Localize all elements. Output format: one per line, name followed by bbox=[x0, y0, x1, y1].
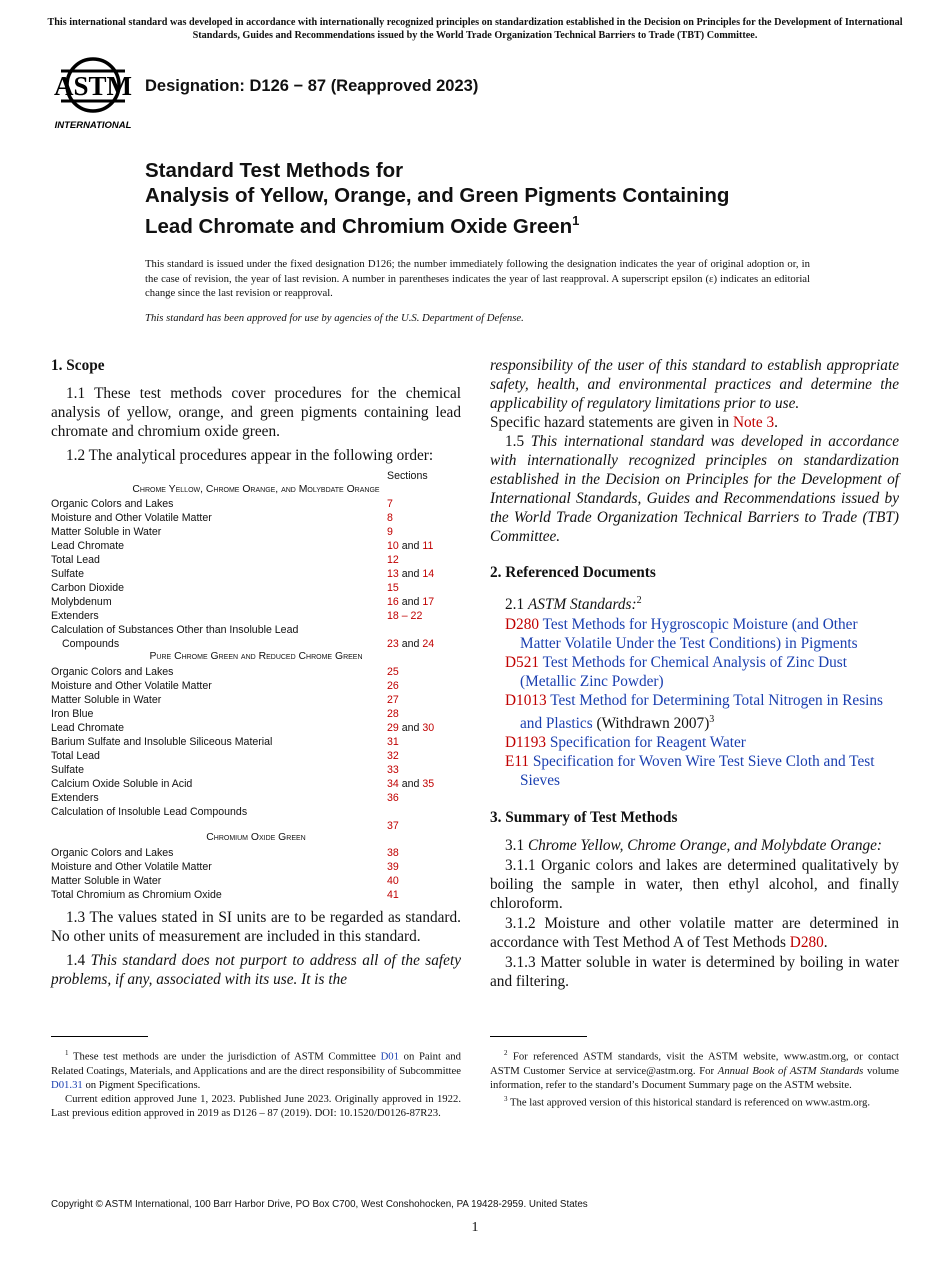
table-row bbox=[51, 805, 461, 819]
row-sections bbox=[387, 525, 393, 539]
row-sections bbox=[387, 609, 422, 623]
row-sections bbox=[387, 581, 399, 595]
section-link[interactable]: 15 bbox=[387, 582, 399, 594]
group-heading-chromium-oxide: Chromium Oxide Green bbox=[206, 832, 306, 843]
section-link[interactable]: 9 bbox=[387, 526, 393, 538]
row-label: Moisture and Other Volatile Matter bbox=[51, 512, 212, 524]
section-link[interactable]: 25 bbox=[387, 666, 399, 678]
footnote-rule-right bbox=[490, 1036, 587, 1037]
note-3-link[interactable]: Note 3 bbox=[732, 414, 775, 431]
row-sections bbox=[387, 874, 399, 888]
d280-link[interactable]: D280 bbox=[789, 934, 824, 952]
section-link[interactable]: 13 bbox=[387, 568, 399, 580]
table-row bbox=[51, 721, 461, 735]
row-sections bbox=[387, 693, 399, 707]
section-link[interactable]: 36 bbox=[387, 792, 399, 804]
row-label: Iron Blue bbox=[51, 708, 94, 720]
row-sections bbox=[387, 721, 434, 735]
row-sections bbox=[387, 679, 399, 693]
title-line-2: Analysis of Yellow, Orange, and Green Pigments Containing bbox=[145, 184, 730, 207]
table-row bbox=[51, 609, 461, 623]
row-label: Matter Soluble in Water bbox=[51, 694, 162, 706]
section-link[interactable]: 40 bbox=[387, 875, 399, 887]
section-link[interactable]: 34 bbox=[387, 778, 399, 790]
copyright-notice: Copyright © ASTM International, 100 Barr Harbor Drive, PO Box C700, West Conshohocken, PA 19428-2959. United States bbox=[51, 1199, 588, 1210]
table-row bbox=[51, 763, 461, 777]
table-row bbox=[51, 735, 461, 749]
and-connector: and bbox=[401, 722, 420, 734]
row-label: Organic Colors and Lakes bbox=[51, 498, 174, 510]
reference-title-link[interactable]: Test Methods for Chemical Analysis of Zinc Dust (Metallic Zinc Powder) bbox=[520, 654, 847, 691]
row-label: Molybdenum bbox=[51, 596, 112, 608]
row-label: Calcium Oxide Soluble in Acid bbox=[51, 778, 193, 790]
row-sections bbox=[387, 819, 399, 833]
section-link[interactable]: 23 bbox=[387, 638, 399, 650]
reference-code-link[interactable]: D280 bbox=[505, 616, 539, 634]
and-connector: and bbox=[401, 596, 420, 608]
reference-item bbox=[505, 752, 899, 790]
table-column-header: Sections bbox=[387, 470, 428, 482]
footnote-3: $^3$ The last approved version of this historical standard is referenced on www.astm.org. bbox=[504, 1094, 870, 1109]
section-link[interactable]: 10 bbox=[387, 540, 399, 552]
row-label: Total Chromium as Chromium Oxide bbox=[51, 889, 222, 901]
section-link[interactable]: 37 bbox=[387, 820, 399, 832]
top-notice: This international standard was developed in accordance with internationally recognized principles on standardization established in the Decision on Principles for the Development of International Standards, Guides and Recommendations issued by the World Trade Organization Technical Barriers to Trade (TBT) Committee. bbox=[47, 17, 903, 41]
reference-code-link[interactable]: D1193 bbox=[505, 734, 547, 752]
reference-code-link[interactable]: E11 bbox=[505, 753, 530, 771]
group-heading-chrome-green: Pure Chrome Green and Reduced Chrome Green bbox=[149, 651, 363, 662]
row-label: Organic Colors and Lakes bbox=[51, 847, 174, 859]
left-column-continued bbox=[51, 908, 461, 989]
designation: Designation: D126 − 87 (Reapproved 2023) bbox=[145, 77, 479, 95]
section-link[interactable]: 30 bbox=[422, 722, 435, 734]
row-sections bbox=[387, 567, 434, 581]
para-3-1-1: 3.1.1 Organic colors and lakes are determined qualitatively by boiling the sample in water, then ethyl alcohol, and finally chloroform. bbox=[490, 857, 899, 913]
row-sections bbox=[387, 665, 399, 679]
right-column bbox=[490, 356, 899, 991]
page-number: 1 bbox=[471, 1220, 479, 1235]
row-sections bbox=[387, 735, 399, 749]
and-connector: and bbox=[401, 638, 420, 650]
section-link[interactable]: 33 bbox=[387, 764, 399, 776]
row-sections bbox=[387, 497, 393, 511]
section-link[interactable]: 41 bbox=[387, 889, 399, 901]
row-label: Total Lead bbox=[51, 750, 100, 762]
dod-approval-note: This standard has been approved for use by agencies of the U.S. Department of Defense. bbox=[145, 312, 524, 324]
section-link[interactable]: 11 bbox=[422, 540, 434, 552]
para-1-3: 1.3 The values stated in SI units are to be regarded as standard. No other units of measurement are included in this standard. bbox=[51, 909, 461, 945]
section-link[interactable]: 26 bbox=[387, 680, 399, 692]
and-connector: and bbox=[401, 540, 420, 552]
section-3-heading: 3. Summary of Test Methods bbox=[490, 809, 678, 827]
section-1-heading: 1. Scope bbox=[51, 357, 105, 374]
table-row bbox=[51, 637, 461, 651]
row-label: Lead Chromate bbox=[51, 722, 125, 734]
title-line-3: Lead Chromate and Chromium Oxide Green$^1$ bbox=[145, 213, 580, 238]
para-1-1: 1.1 These test methods cover procedures for the chemical analysis of yellow, orange, and green pigments containing lead chromate and chromium oxide green. bbox=[51, 385, 461, 440]
row-label: Moisture and Other Volatile Matter bbox=[51, 861, 212, 873]
document-title bbox=[145, 158, 845, 239]
row-sections bbox=[387, 860, 399, 874]
row-label: Calculation of Substances Other than Insoluble Lead bbox=[51, 624, 299, 636]
table-row bbox=[51, 623, 461, 637]
row-label: Sulfate bbox=[51, 764, 84, 776]
and-connector: and bbox=[401, 568, 420, 580]
row-sections bbox=[387, 595, 434, 609]
footnote-1-edition: Current edition approved June 1, 2023. Published June 2023. Originally approved in 1922. Last previous edition approved in 2019 as D126 – 87 (2019). DOI: 10.1520/D0126-87R23. bbox=[51, 1092, 461, 1119]
para-2-1: 2.1 ASTM Standards:$^2$ bbox=[505, 595, 642, 614]
row-label: Sulfate bbox=[51, 568, 84, 580]
table-row bbox=[51, 819, 461, 833]
row-sections bbox=[387, 539, 433, 553]
row-sections bbox=[387, 791, 399, 805]
table-row bbox=[51, 874, 461, 888]
section-link[interactable]: 8 bbox=[387, 512, 393, 524]
standard-issuance-note: This standard is issued under the fixed designation D126; the number immediately following the designation indicates the year of original adoption or, in the case of revision, the year of last revision. A number in parentheses indicates the year of last reapproval. A superscript epsilon (ε) indicates an editorial change since the last revision or reapproval. bbox=[145, 258, 810, 299]
section-link[interactable]: 7 bbox=[387, 498, 393, 510]
row-label: Organic Colors and Lakes bbox=[51, 666, 174, 678]
row-label: Total Lead bbox=[51, 554, 100, 566]
table-row bbox=[51, 581, 461, 595]
footnote-2: $^2$ For referenced ASTM standards, visit the ASTM website, www.astm.org, or contact ASTM Customer Service at service@astm.org. For Annual Book of ASTM Standards volume information, refer to the standard’s Document Summary page on the ASTM website. bbox=[490, 1049, 900, 1091]
footnote-mark: 3 bbox=[709, 714, 715, 726]
table-row bbox=[51, 567, 461, 581]
para-1-4-hazard: Specific hazard statements are given in Note 3. bbox=[490, 414, 778, 431]
row-label: Calculation of Insoluble Lead Compounds bbox=[51, 806, 248, 818]
and-connector: and bbox=[401, 778, 420, 790]
table-row bbox=[51, 707, 461, 721]
row-label: Matter Soluble in Water bbox=[51, 526, 162, 538]
row-sections bbox=[387, 511, 393, 525]
table-row bbox=[51, 665, 461, 679]
section-link[interactable]: 12 bbox=[387, 554, 399, 566]
row-label: Moisture and Other Volatile Matter bbox=[51, 680, 212, 692]
table-row bbox=[51, 791, 461, 805]
row-label: Carbon Dioxide bbox=[51, 582, 125, 594]
section-2-heading: 2. Referenced Documents bbox=[490, 564, 656, 581]
section-link[interactable]: 27 bbox=[387, 694, 399, 706]
subcommittee-link[interactable]: D01.31 bbox=[51, 1078, 83, 1091]
table-row bbox=[51, 679, 461, 693]
section-link[interactable]: 14 bbox=[422, 568, 435, 580]
table-row bbox=[51, 749, 461, 763]
section-link[interactable]: 32 bbox=[387, 750, 399, 762]
referenced-documents-list bbox=[490, 615, 899, 790]
para-3-1-3: 3.1.3 Matter soluble in water is determined by boiling in water and filtering. bbox=[490, 954, 899, 991]
row-label: Extenders bbox=[51, 610, 99, 622]
title-footnote-mark: 1 bbox=[572, 213, 580, 228]
table-row bbox=[51, 553, 461, 567]
section-link[interactable]: 39 bbox=[387, 861, 399, 873]
section-link[interactable]: 28 bbox=[387, 708, 399, 720]
section-link[interactable]: 38 bbox=[387, 847, 399, 859]
reference-item bbox=[505, 733, 899, 752]
footnote-rule-left bbox=[51, 1036, 148, 1037]
reference-title-link[interactable]: Specification for Woven Wire Test Sieve Cloth and Test Sieves bbox=[520, 753, 875, 790]
section-link[interactable]: 18 – 22 bbox=[387, 610, 423, 622]
table-row bbox=[51, 846, 461, 860]
footnotes-left bbox=[51, 1046, 461, 1120]
row-label: Extenders bbox=[51, 792, 99, 804]
table-row bbox=[51, 511, 461, 525]
reference-item bbox=[505, 615, 899, 653]
footnotes-right bbox=[490, 1046, 899, 1109]
row-label: Lead Chromate bbox=[51, 540, 125, 552]
logo-subtitle: INTERNATIONAL bbox=[54, 120, 132, 131]
logo-wordmark: ASTM bbox=[53, 71, 133, 101]
row-sections bbox=[387, 846, 399, 860]
section-link[interactable]: 31 bbox=[387, 736, 399, 748]
row-label: Barium Sulfate and Insoluble Siliceous Material bbox=[51, 736, 273, 748]
row-sections bbox=[387, 707, 399, 721]
section-link[interactable]: 24 bbox=[422, 638, 435, 650]
para-1-4: 1.4 This standard does not purport to address all of the safety problems, if any, associated with its use. It is the bbox=[51, 952, 461, 988]
table-row bbox=[51, 777, 461, 791]
table-row bbox=[51, 497, 461, 511]
reference-withdrawn-note: (Withdrawn 2007) bbox=[592, 715, 710, 733]
table-row bbox=[51, 539, 461, 553]
section-link[interactable]: 16 bbox=[387, 596, 399, 608]
section-link[interactable]: 35 bbox=[422, 778, 435, 790]
para-3-1-2: 3.1.2 Moisture and other volatile matter are determined in accordance with Test Method A of Test Methods D280. bbox=[490, 915, 899, 952]
reference-item bbox=[505, 691, 899, 733]
table-row bbox=[51, 888, 461, 902]
footnote-1: $^1$ These test methods are under the jurisdiction of ASTM Committee D01 on Paint and Related Coatings, Materials, and Applications and are the direct responsibility of Subcommittee D01.31 on Pigment Specifications. bbox=[51, 1049, 461, 1091]
reference-title-link[interactable]: Specification for Reagent Water bbox=[549, 734, 746, 752]
reference-item bbox=[505, 653, 899, 691]
table-row bbox=[51, 525, 461, 539]
row-sections bbox=[387, 637, 434, 651]
left-column bbox=[51, 356, 461, 465]
table-row bbox=[51, 595, 461, 609]
section-link[interactable]: 29 bbox=[387, 722, 399, 734]
para-3-1: 3.1 Chrome Yellow, Chrome Orange, and Molybdate Orange: bbox=[505, 837, 883, 855]
committee-d01-link[interactable]: D01 bbox=[380, 1050, 399, 1063]
row-sections bbox=[387, 763, 399, 777]
row-label: Compounds bbox=[62, 638, 120, 650]
title-line-1: Standard Test Methods for bbox=[145, 159, 404, 182]
reference-code-link[interactable]: D521 bbox=[505, 654, 539, 672]
para-1-5: 1.5 This international standard was developed in accordance with internationally recognized principles on standardization established in the Decision on Principles for the Development of International Standards, Guides and Recommendations issued by the World Trade Organization Technical Barriers to Trade (TBT) Committee. bbox=[490, 433, 899, 545]
section-link[interactable]: 17 bbox=[422, 596, 435, 608]
para-1-4-continued: responsibility of the user of this standard to establish appropriate safety, health, and environmental practices and determine the applicability of regulatory limitations prior to use. bbox=[490, 357, 899, 412]
row-label: Matter Soluble in Water bbox=[51, 875, 162, 887]
table-row bbox=[51, 860, 461, 874]
reference-code-link[interactable]: D1013 bbox=[505, 692, 547, 710]
reference-title-link[interactable]: Test Methods for Hygroscopic Moisture (and Other Matter Volatile Under the Test Conditions) in Pigments bbox=[520, 616, 858, 653]
para-1-2: 1.2 The analytical procedures appear in the following order: bbox=[66, 447, 434, 464]
row-sections bbox=[387, 749, 399, 763]
reference-title-link[interactable]: Test Method for Determining Total Nitrogen in Resins and Plastics bbox=[520, 692, 884, 733]
table-row bbox=[51, 693, 461, 707]
row-sections bbox=[387, 553, 399, 567]
astm-logo bbox=[53, 57, 135, 132]
row-sections bbox=[387, 888, 399, 902]
group-heading-chrome-yellow: Chrome Yellow, Chrome Orange, and Molybdate Orange bbox=[132, 484, 380, 495]
row-sections bbox=[387, 777, 434, 791]
